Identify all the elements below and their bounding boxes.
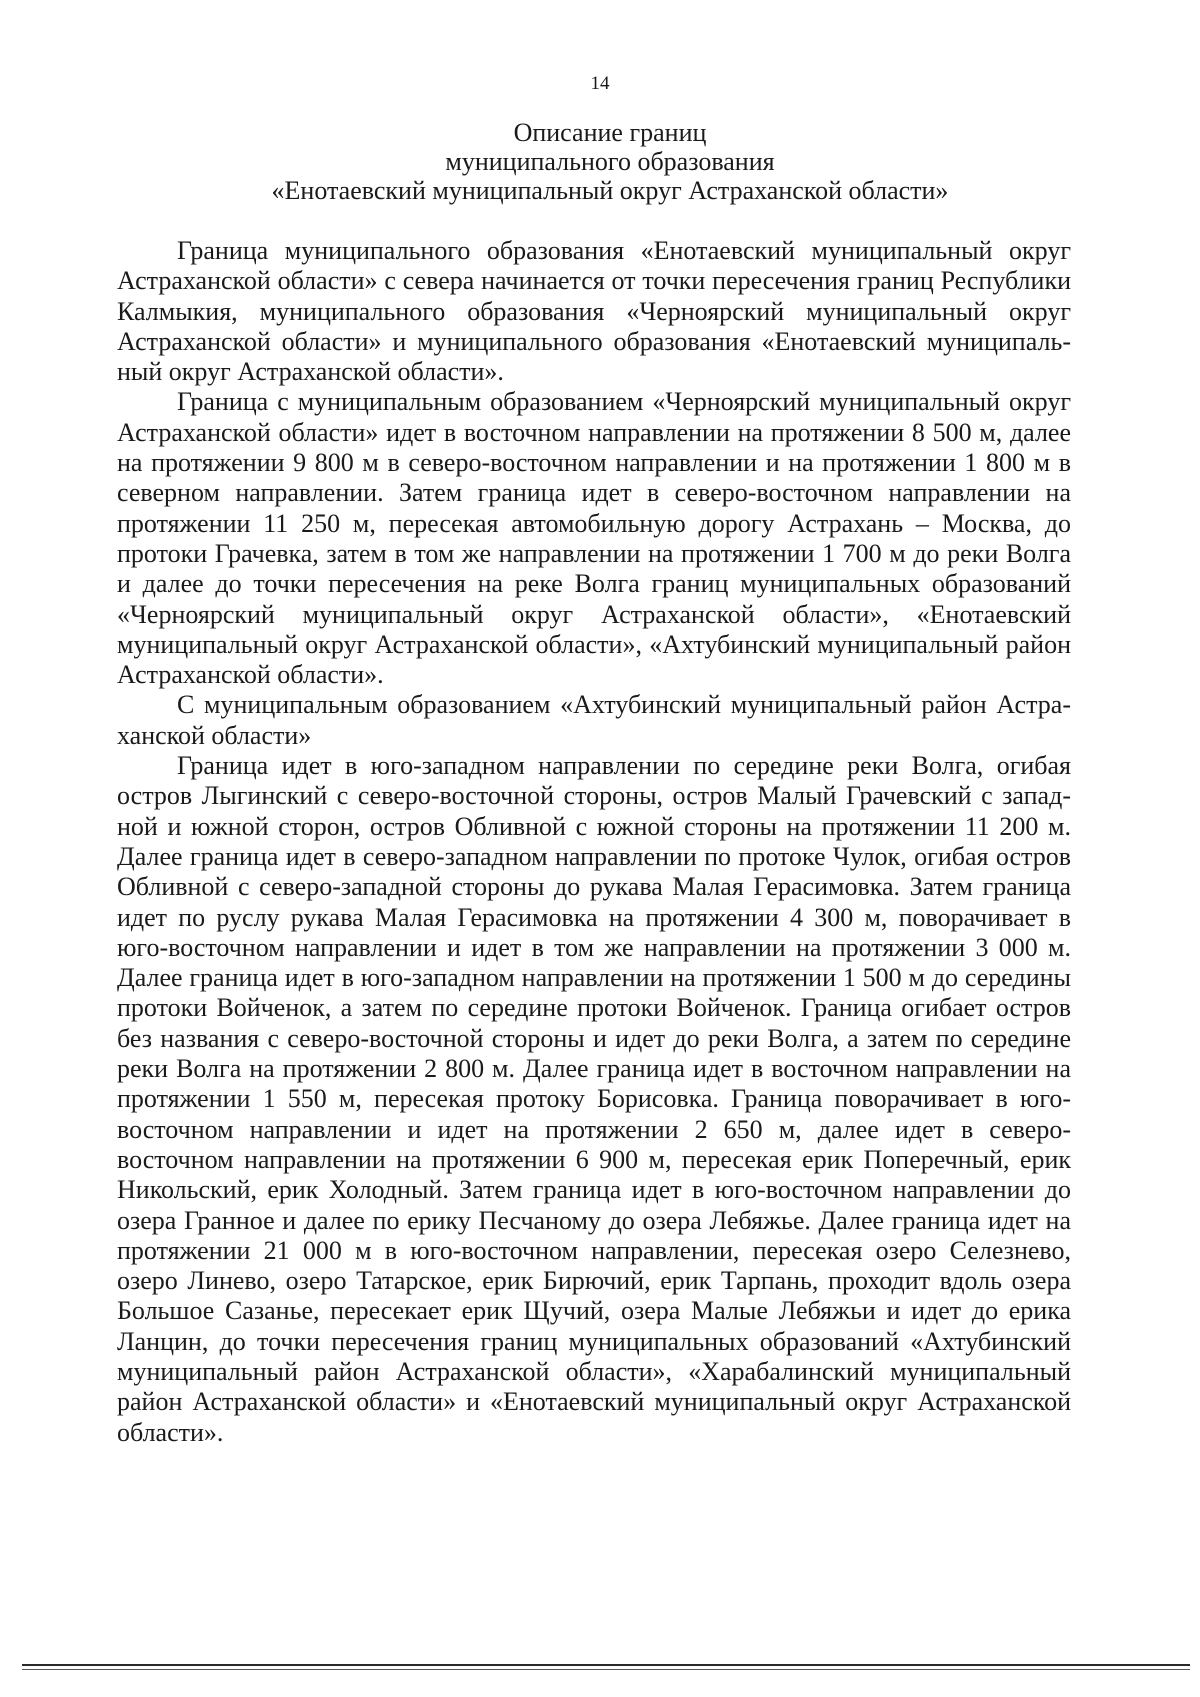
footer-rule-thin — [22, 1669, 1190, 1670]
title-line-2: муниципального образования — [445, 147, 775, 176]
document-body — [117, 236, 1071, 1448]
paragraph-akhtubinsky-boundary: Граница идет в юго-западном направлении по середине реки Волга, огибая остров Лыгинский с северо-восточной стороны, остров Малый Грачевский с западной и южной сторон, остров Обливной с южной стороны на протяжении 11 200 м. Далее граница идет в северо-западном направлении по протоке Чулок, огибая остров Обливной с северо-западной стороны до рукава Малая Герасимовка. Затем граница идет по руслу рукава Малая Герасимовка на протяжении 4 300 м, поворачивает в юго-восточном направлении и идет в том же направлении на протяжении 3 000 м. Далее граница идет в юго-западном направлении на протяжении 1 500 м до середины протоки Войченок, а затем по середине протоки Войченок. Граница огибает остров без названия с северо-восточной стороны и идет до реки Волга, а затем по середине реки Волга на протяжении 2 800 м. Далее граница идет в восточном направлении на протяжении 1 550 м, пересекая протоку Борисовка. Граница поворачивает в юго-восточном направлении и идет на протяжении 2 650 м, далее идет в северо-восточном направлении на протяжении 6 900 м, пересекая ерик Поперечный, ерик Никольский, ерик Холодный. Затем граница идет в юго-восточном направлении до озера Гранное и далее по ерику Песчаному до озера Лебяжье. Далее граница идет на протяжении 21 000 м в юго-восточном направлении, пересекая озеро Селезнево, озеро Линево, озеро Татарское, ерик Бирючий, ерик Тарпань, проходит вдоль озера Большое Сазанье, пересекает ерик Щучий, озера Малые Лебяжьи и идет до ерика Ланцин, до точки пересечения границ муниципальных образований «Ахтубинский муниципальный район Астраханской области», «Харабалинский муниципальный район Астраханской области» и «Енотаевский муниципальный округ Астраханской области». — [117, 751, 1071, 1447]
paragraph-akhtubinsky-heading: С муниципальным образованием «Ахтубинский муниципальный район Астраханской области» — [117, 690, 1071, 750]
title-line-1: Описание границ — [513, 118, 707, 147]
page-number: 14 — [590, 73, 610, 94]
paragraph-intro: Граница муниципального образования «Енотаевский муниципальный округ Астраханской области» с севера начинается от точки пересечения границ Республики Калмыкия, муниципального образования «Черноярский муниципальный округ Астраханской области» и муниципального образования «Енотаевский муниципальный округ Астраханской области». — [117, 236, 1071, 387]
document-title — [110, 118, 1110, 205]
footer-rule — [22, 1664, 1190, 1666]
paragraph-chernoyarsky-boundary: Граница с муниципальным образованием «Черноярский муниципальный округ Астраханской области» идет в восточном направлении на протяжении 8 500 м, далее на протяжении 9 800 м в северо-восточном направлении и на протяжении 1 800 м в северном направлении. Затем граница идет в северо-восточном направлении на протяжении 11 250 м, пересекая автомобильную дорогу Астрахань – Москва, до протоки Грачевка, затем в том же направлении на протяжении 1 700 м до реки Волга и далее до точки пересечения на реке Волга границ муниципальных образований «Черноярский муниципальный округ Астраханской области», «Енотаевский муниципальный округ Астраханской области», «Ахтубинский муниципальный район Астраханской области». — [117, 387, 1071, 690]
title-line-3: «Енотаевский муниципальный округ Астраханской области» — [271, 176, 949, 205]
